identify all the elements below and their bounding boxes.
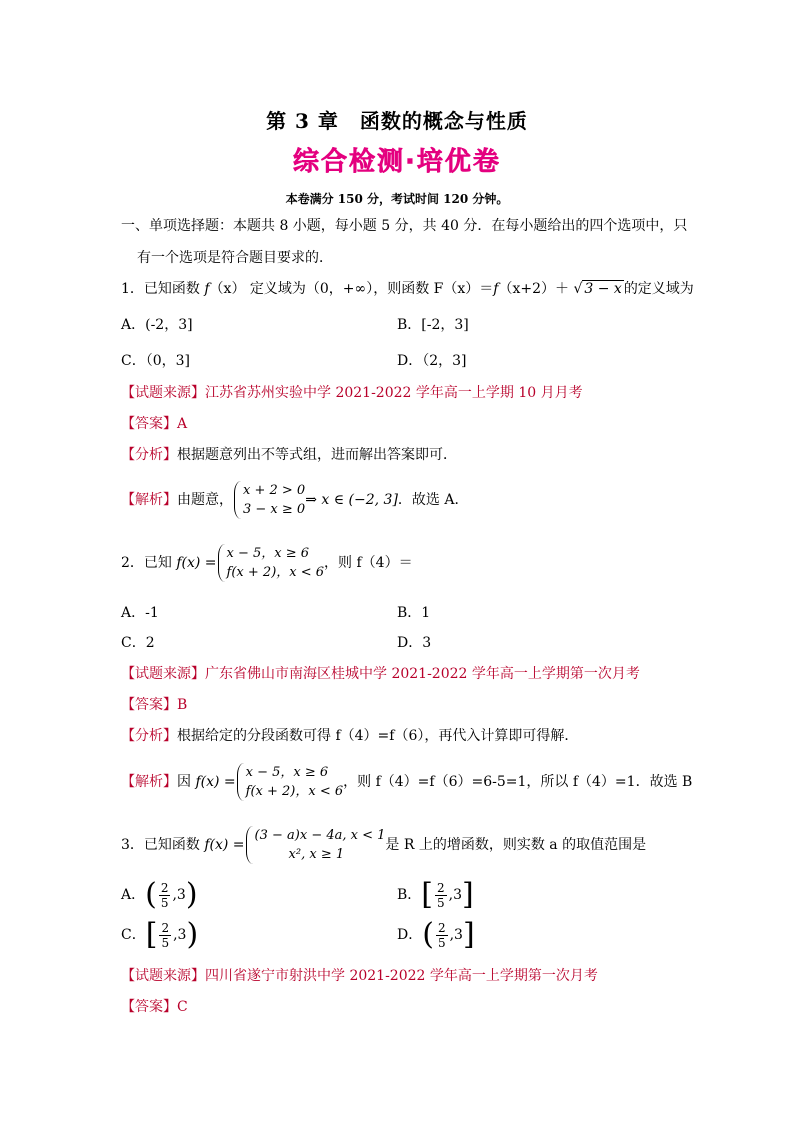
- section-heading-line2: 有一个选项是符合题目要求的．: [137, 250, 333, 266]
- fraction: $\frac{2}{5}$: [437, 920, 446, 950]
- q1-stem: 1．已知函数 f（x） 定义域为（0，+∞），则函数 F（x）＝f（x+2）＋ √ 3 − x 的定义域为: [121, 281, 694, 297]
- q2-source: 【试题来源】广东省佛山市南海区桂城中学 2021-2022 学年高一上学期第一次月考: [121, 666, 640, 682]
- banner-text: 综合检测·培优卷: [293, 147, 501, 177]
- q2-solution: 【解析】因 f(x) =x − 5，x ≥ 6 f(x + 2)，x < 6，则 f（4）=f（6）=6-5=1，所以 f（4）=1．故选 B: [121, 765, 693, 799]
- sqrt-content: 3 − x: [584, 281, 622, 297]
- q1-option-d: D．（2，3]: [397, 353, 467, 369]
- q2-analysis: 【分析】根据给定的分段函数可得 f（4）=f（6），再代入计算即可得解．: [121, 728, 579, 744]
- q3-option-d: D．( $\frac{2}{5}$ ,3]: [397, 917, 475, 952]
- q2-option-d: D．3: [397, 635, 432, 651]
- q1-answer: 【答案】A: [121, 416, 188, 432]
- fraction: $\frac{2}{5}$: [437, 880, 445, 910]
- page-title: 第 3 章 函数的概念与性质: [266, 109, 528, 133]
- q2-option-c: C．2: [121, 635, 155, 651]
- banner-graphic: [286, 142, 508, 178]
- q3-option-b: B．[ $\frac{2}{5}$ ,3]: [397, 877, 474, 912]
- q2-piecewise: x − 5，x ≥ 6 f(x + 2)，x < 6: [217, 544, 324, 582]
- q3-option-c: C．[ $\frac{2}{5}$ ,3): [121, 917, 199, 952]
- q1-analysis: 【分析】根据题意列出不等式组，进而解出答案即可．: [121, 447, 457, 463]
- fraction: $\frac{2}{5}$: [161, 920, 170, 950]
- q2-stem: 2．已知 f(x) =x − 5，x ≥ 6 f(x + 2)，x < 6，则 f（4）＝: [121, 546, 413, 580]
- sqrt-symbol: √: [573, 281, 583, 297]
- q3-source: 【试题来源】四川省遂宁市射洪中学 2021-2022 学年高一上学期第一次月考: [121, 968, 598, 984]
- q3-option-a: A．( $\frac{2}{5}$ ,3): [121, 877, 198, 912]
- q2-solution-piecewise: x − 5，x ≥ 6 f(x + 2)，x < 6: [236, 763, 343, 801]
- fraction: $\frac{2}{5}$: [160, 880, 169, 910]
- q2-answer: 【答案】B: [121, 697, 188, 713]
- q1-option-a: A．(-2，3]: [121, 317, 193, 333]
- q2-option-b: B．1: [397, 605, 431, 621]
- q3-answer: 【答案】C: [121, 999, 188, 1015]
- q1-source: 【试题来源】江苏省苏州实验中学 2021-2022 学年高一上学期 10 月月考: [121, 385, 583, 401]
- exam-info: 本卷满分 150 分，考试时间 120 分钟。: [285, 192, 509, 206]
- q3-stem: 3．已知函数 f(x) =(3 − a)x − 4a, x < 1 x², x ≥ 1是 R 上的增函数，则实数 a 的取值范围是: [121, 828, 647, 862]
- q1-option-b: B．[-2，3]: [397, 317, 469, 333]
- section-heading-line1: 一、单项选择题：本题共 8 小题，每小题 5 分，共 40 分．在每小题给出的四个选项中，只: [121, 218, 688, 234]
- q1-solution: 【解析】由题意，x + 2 > 0 3 − x ≥ 0⇒ x ∈ (−2, 3]．故选 A．: [121, 483, 469, 517]
- q2-option-a: A．-1: [121, 605, 159, 621]
- q1-option-c: C．（0，3]: [121, 353, 190, 369]
- q3-piecewise: (3 − a)x − 4a, x < 1 x², x ≥ 1: [245, 826, 386, 864]
- q1-inequality-system: x + 2 > 0 3 − x ≥ 0: [233, 481, 305, 519]
